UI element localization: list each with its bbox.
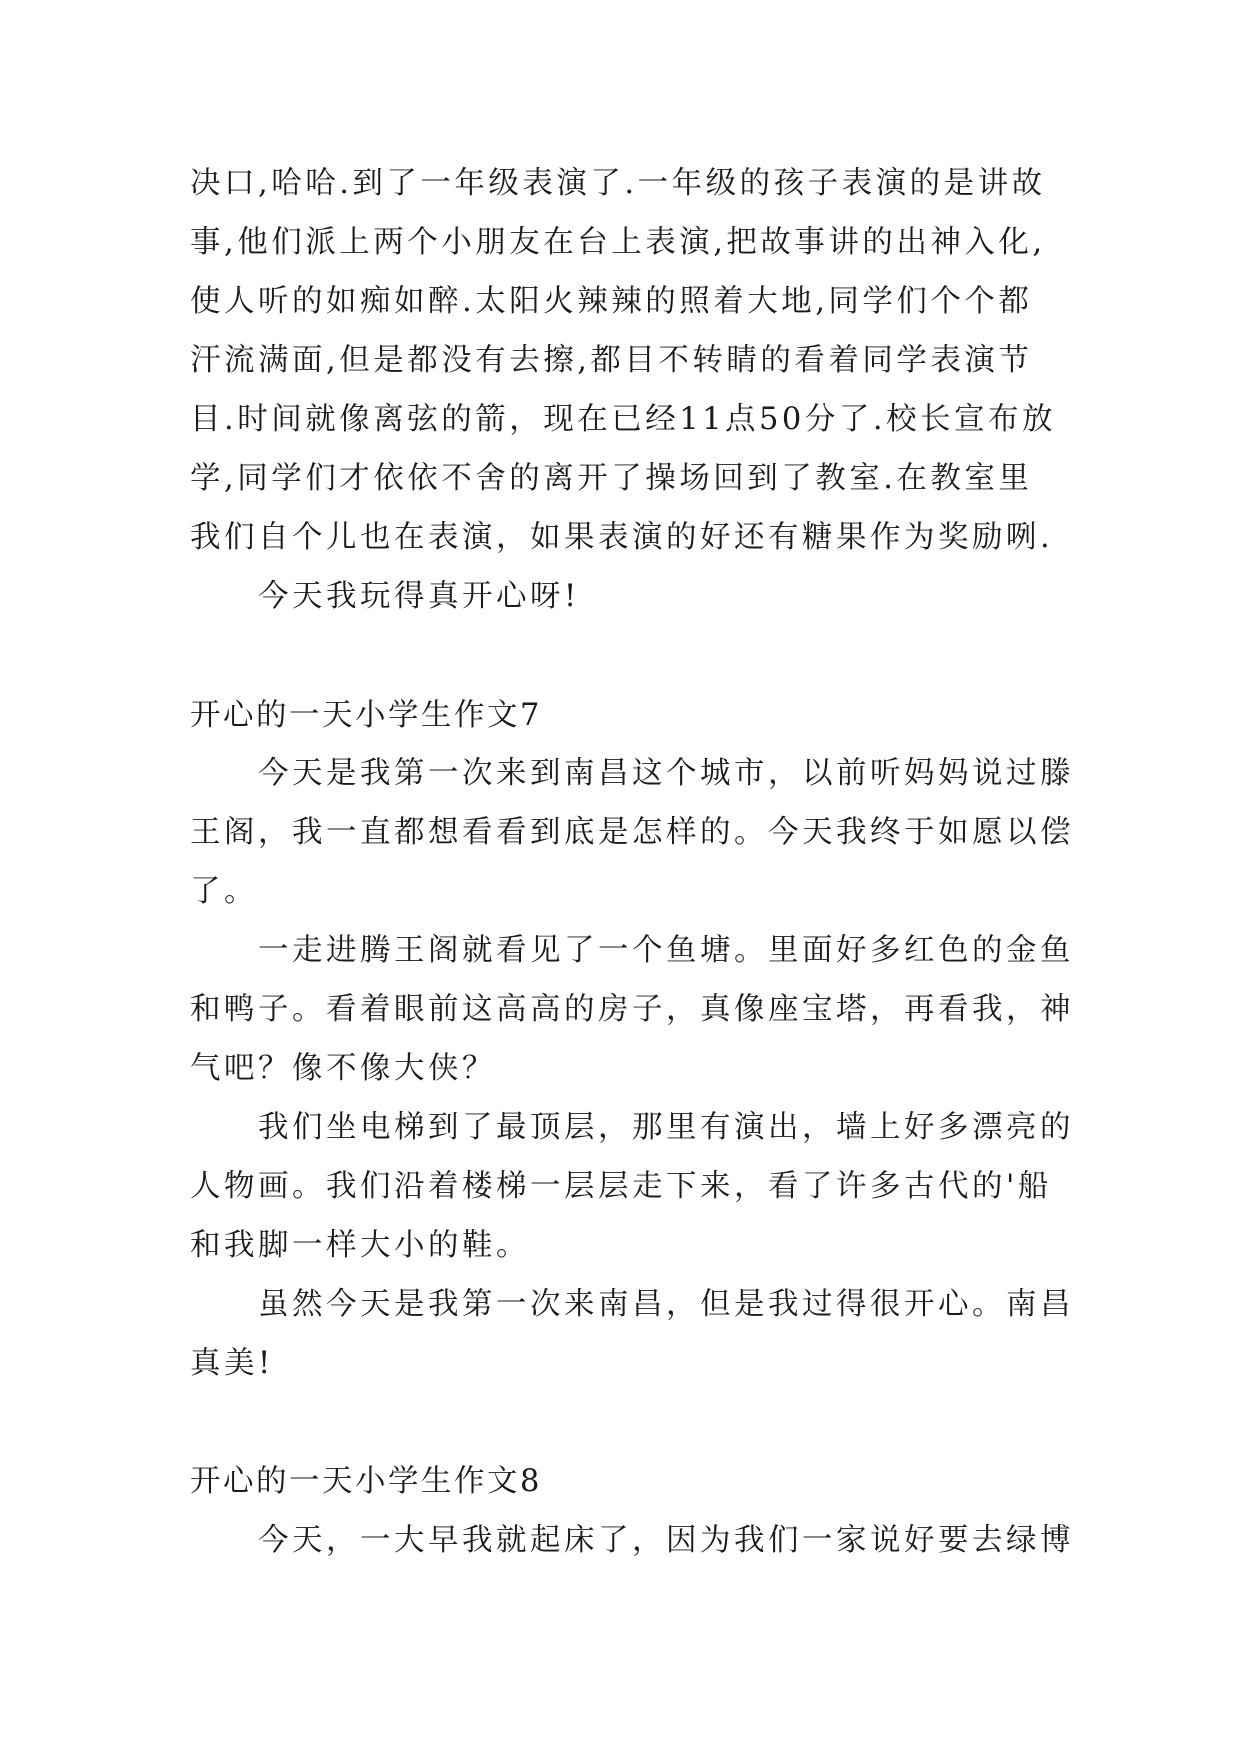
- text-line: [0, 1039, 1241, 1099]
- text-line: [0, 1216, 1241, 1276]
- paragraph-first-line: [0, 1098, 1241, 1158]
- text-line: [0, 272, 1241, 332]
- text-line: [0, 508, 1241, 568]
- paragraph-first-line: [0, 567, 1241, 627]
- line-text: 今天，一大早我就起床了，因为我们一家说好要去绿博: [258, 1523, 1074, 1558]
- paragraph-first-line: [0, 744, 1241, 804]
- text-line: [0, 154, 1241, 214]
- line-text: 气吧？像不像大侠？: [190, 1051, 496, 1086]
- line-text: 一走进腾王阁就看见了一个鱼塘。里面好多红色的金鱼: [258, 933, 1074, 968]
- text-line: [0, 803, 1241, 863]
- line-text: 今天是我第一次来到南昌这个城市，以前听妈妈说过滕: [258, 756, 1074, 791]
- line-text: 和我脚一样大小的鞋。: [190, 1228, 530, 1263]
- line-text: 真美!: [190, 1346, 274, 1381]
- line-text: 人物画。我们沿着楼梯一层层走下来，看了许多古代的'船: [190, 1169, 1052, 1204]
- heading-text: 开心的一天小学生作文7: [190, 698, 542, 733]
- line-text: 了。: [190, 874, 258, 909]
- paragraph-first-line: [0, 1275, 1241, 1335]
- paragraph-first-line: [0, 1511, 1241, 1571]
- section-heading: [0, 1452, 1241, 1512]
- line-text: 决口,哈哈.到了一年级表演了.一年级的孩子表演的是讲故: [190, 166, 1046, 201]
- line-text: 汗流满面,但是都没有去擦,都目不转睛的看着同学表演节: [190, 343, 1033, 378]
- text-line: [0, 1157, 1241, 1217]
- text-line: [0, 390, 1241, 450]
- line-text: 我们自个儿也在表演，如果表演的好还有糖果作为奖励咧.: [190, 520, 1054, 555]
- line-text: 我们坐电梯到了最顶层，那里有演出，墙上好多漂亮的: [258, 1110, 1074, 1145]
- line-text: 今天我玩得真开心呀!: [258, 579, 580, 614]
- line-text: 虽然今天是我第一次来南昌，但是我过得很开心。南昌: [258, 1287, 1074, 1322]
- text-line: [0, 1334, 1241, 1394]
- line-text: 目.时间就像离弦的箭，现在已经11点50分了.校长宣布放: [190, 402, 1057, 437]
- line-text: 使人听的如痴如醉.太阳火辣辣的照着大地,同学们个个都: [190, 284, 1033, 319]
- section-heading: [0, 686, 1241, 746]
- text-line: [0, 213, 1241, 273]
- text-line: [0, 449, 1241, 509]
- heading-text: 开心的一天小学生作文8: [190, 1464, 542, 1499]
- text-line: [0, 980, 1241, 1040]
- line-text: 王阁，我一直都想看看到底是怎样的。今天我终于如愿以偿: [190, 815, 1074, 850]
- line-text: 和鸭子。看着眼前这高高的房子，真像座宝塔，再看我，神: [190, 992, 1074, 1027]
- line-text: 事,他们派上两个小朋友在台上表演,把故事讲的出神入化,: [190, 225, 1046, 260]
- line-text: 学,同学们才依依不舍的离开了操场回到了教室.在教室里: [190, 461, 1033, 496]
- paragraph-first-line: [0, 921, 1241, 981]
- text-line: [0, 331, 1241, 391]
- text-line: [0, 862, 1241, 922]
